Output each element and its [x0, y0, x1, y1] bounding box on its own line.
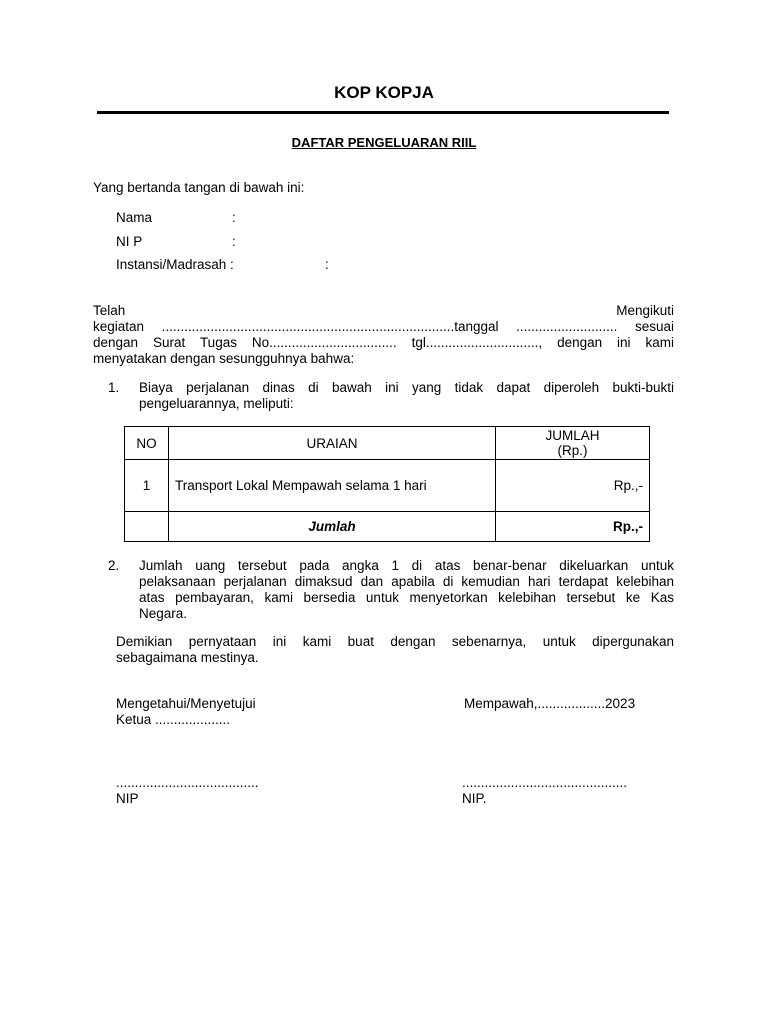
field-colon-nip: :: [232, 234, 236, 249]
field-label-nama: Nama: [116, 210, 153, 225]
header-no: NO: [125, 427, 169, 460]
table-row: [125, 460, 650, 512]
item2-number: 2.: [108, 558, 120, 573]
item2-line3: atas pembayaran, kami bersedia untuk menyetorkan kelebihan tersebut ke Kas: [139, 590, 674, 605]
statement-line1-left: Telah: [93, 303, 126, 318]
signature-left-role: Ketua ....................: [116, 712, 231, 727]
signature-left-title: Mengetahui/Menyetujui: [116, 696, 256, 711]
statement-line2: kegiatan ..............................................................................tanggal ........................... sesuai: [93, 319, 674, 334]
table-header-row: [125, 427, 650, 460]
total-label: Jumlah: [169, 512, 496, 542]
letterhead-title: KOP KOPJA: [334, 83, 434, 102]
item1-number: 1.: [108, 380, 120, 395]
letterhead-rule: [97, 111, 669, 114]
field-colon-instansi: :: [325, 257, 329, 272]
header-jumlah: [496, 427, 650, 460]
total-value: Rp.,-: [496, 512, 650, 542]
closing-line2: sebagaimana mestinya.: [116, 650, 259, 665]
field-label-nip: NI P: [116, 234, 143, 249]
item2-line1: Jumlah uang tersebut pada angka 1 di atas benar-benar dikeluarkan untuk: [139, 558, 674, 573]
signature-right-place-date: Mempawah,..................2023: [464, 696, 636, 711]
header-jumlah-line1: JUMLAH: [545, 428, 600, 443]
field-colon-nama: :: [232, 210, 236, 225]
total-empty-cell: [125, 512, 169, 542]
header-jumlah-line2: (Rp.): [557, 443, 588, 458]
header-uraian: URAIAN: [169, 427, 496, 460]
row-no: 1: [125, 460, 169, 512]
closing-line1: Demikian pernyataan ini kami buat dengan sebenarnya, untuk dipergunakan: [116, 634, 674, 649]
intro-text: Yang bertanda tangan di bawah ini:: [93, 180, 305, 195]
item1-line2: pengeluarannya, meliputi:: [139, 396, 294, 411]
item2-line2: pelaksanaan perjalanan dimaksud dan apabila di kemudian hari terdapat kelebihan: [139, 574, 674, 589]
signature-right-line: ............................................: [462, 775, 628, 790]
statement-line3: dengan Surat Tugas No.................................. tgl.............................., dengan ini kami: [93, 335, 674, 350]
table-total-row: [125, 512, 650, 542]
signature-left-nip: NIP: [116, 791, 139, 806]
statement-line4: menyatakan dengan sesungguhnya bahwa:: [93, 351, 355, 366]
field-label-instansi: Instansi/Madrasah :: [116, 257, 234, 272]
row-uraian: Transport Lokal Mempawah selama 1 hari: [169, 460, 496, 512]
document-title: DAFTAR PENGELUARAN RIIL: [291, 135, 477, 150]
row-jumlah: Rp.,-: [496, 460, 650, 512]
expense-table: [124, 426, 650, 542]
signature-right-nip: NIP.: [462, 791, 487, 806]
item1-line1: Biaya perjalanan dinas di bawah ini yang tidak dapat diperoleh bukti-bukti: [139, 380, 674, 395]
statement-line1-right: Mengikuti: [616, 303, 674, 318]
signature-left-line: ......................................: [116, 775, 259, 790]
item2-line4: Negara.: [139, 606, 188, 621]
